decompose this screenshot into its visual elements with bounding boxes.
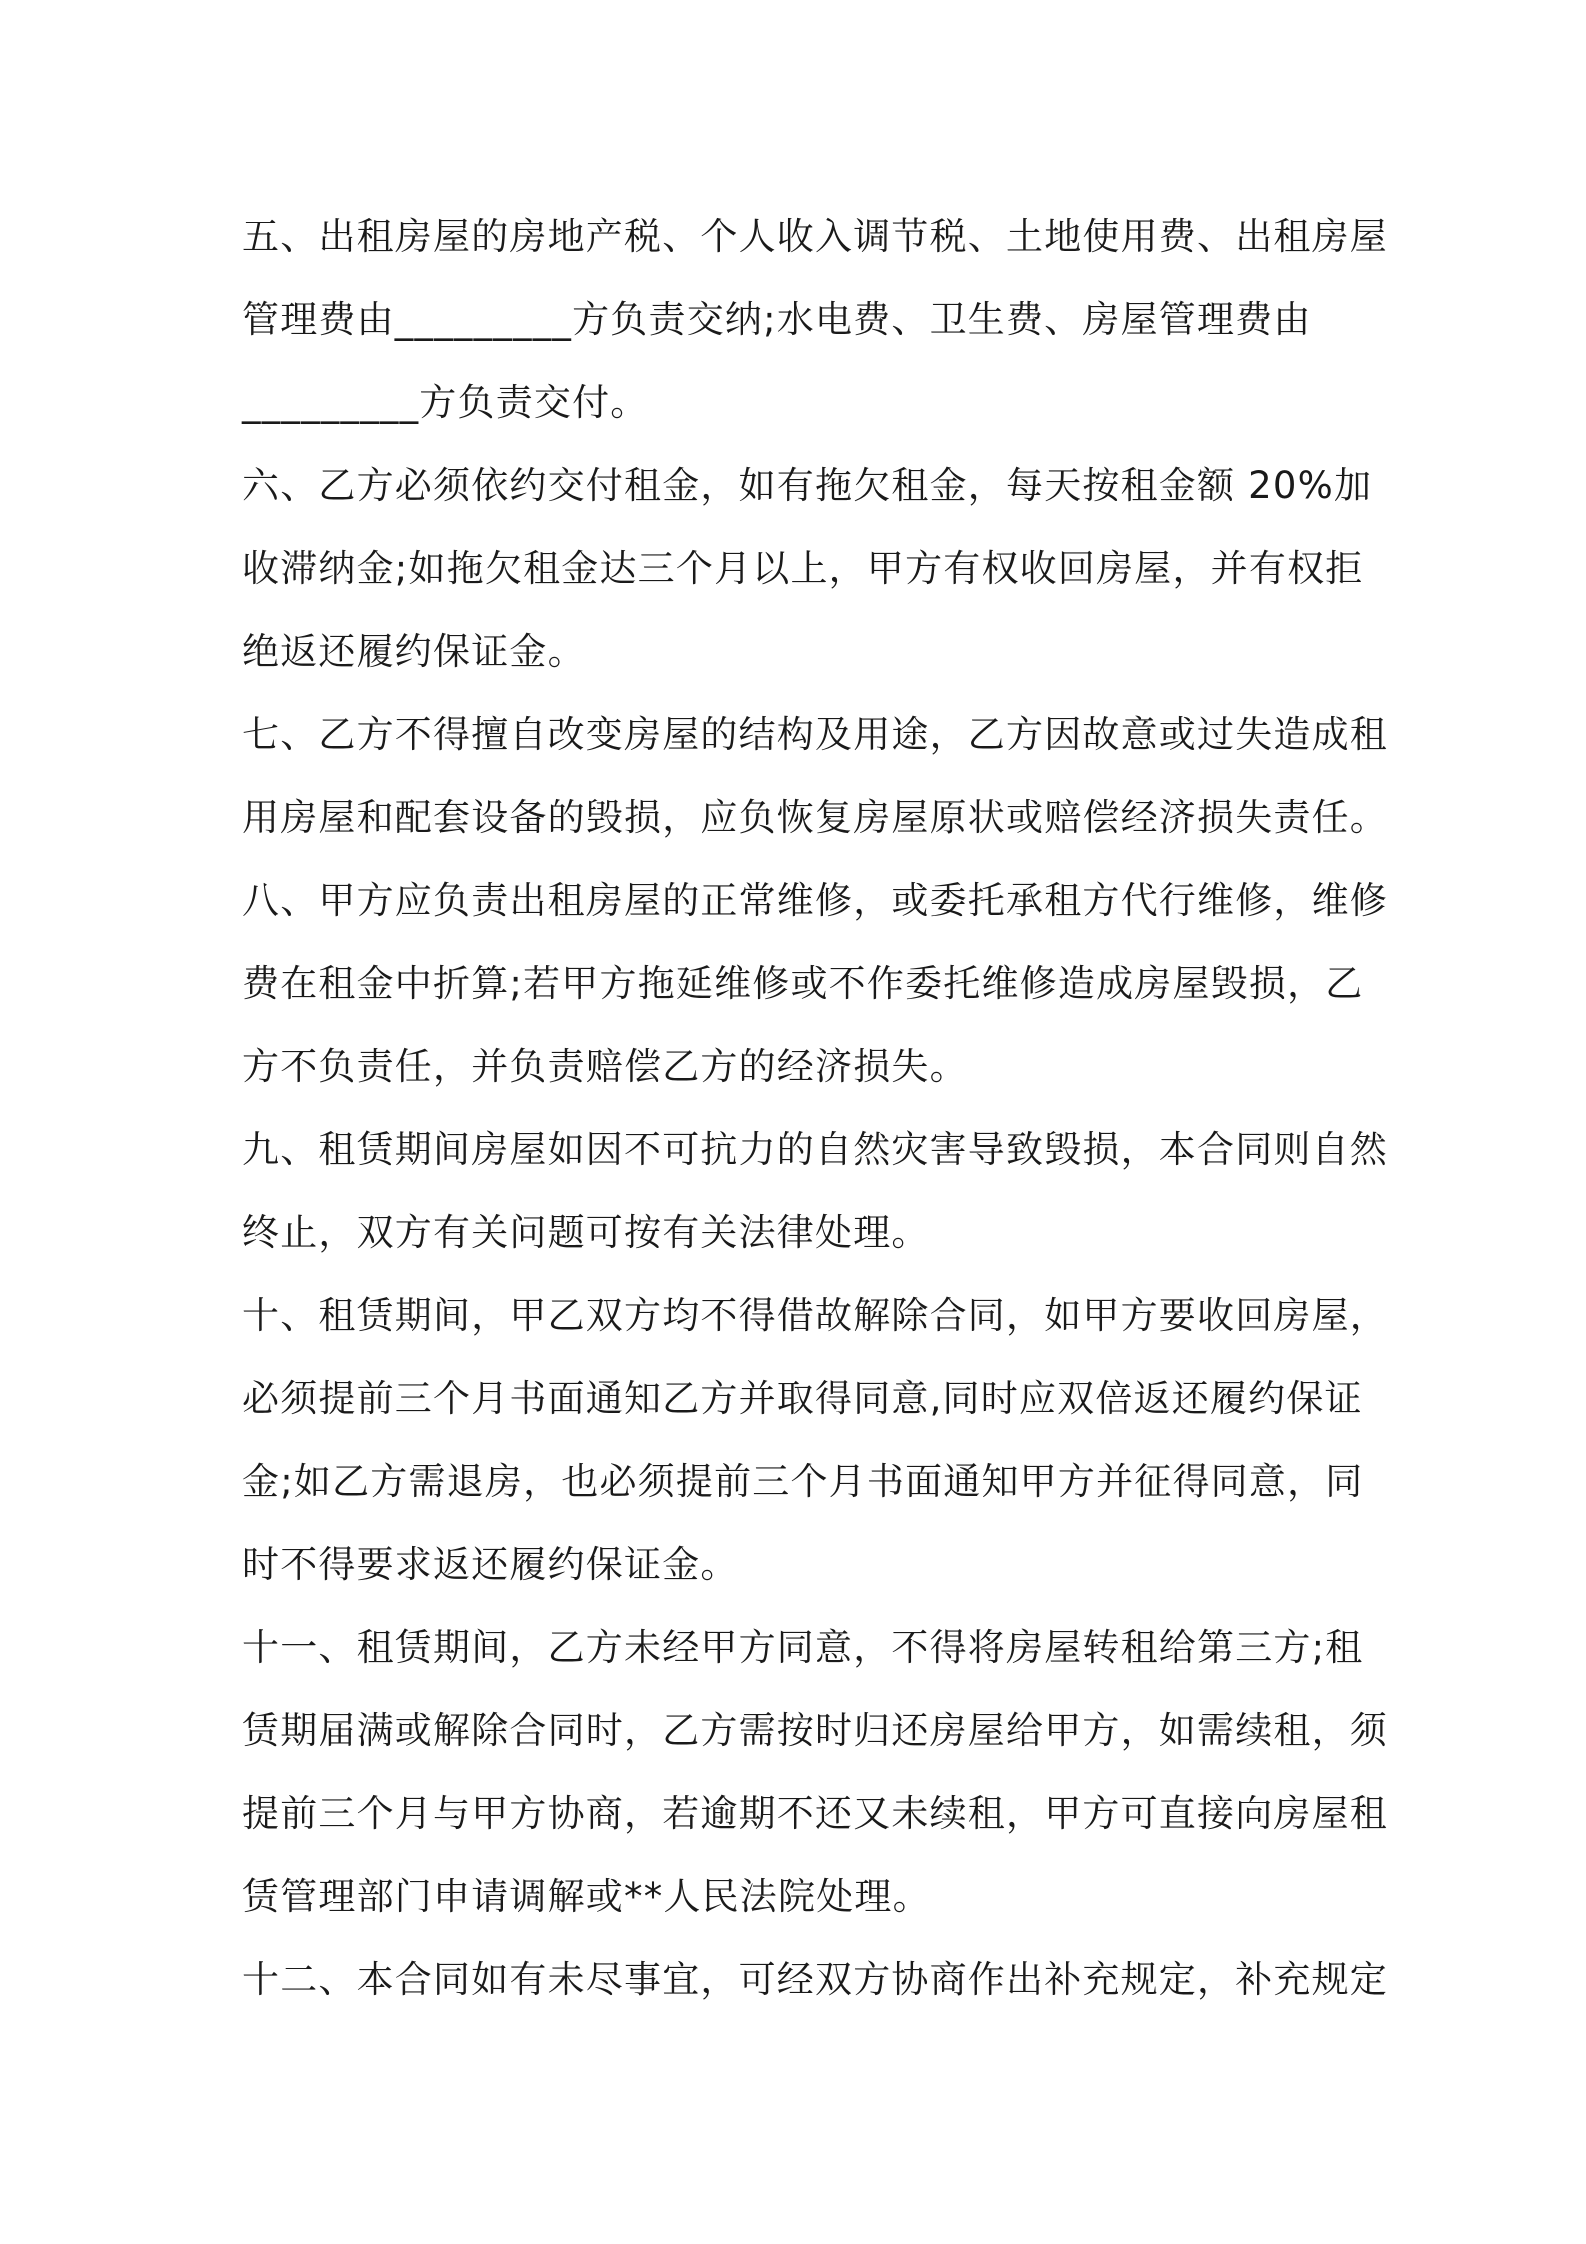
text-line: 终止，双方有关问题可按有关法律处理。 [242, 1211, 930, 1254]
text-line: 八、甲方应负责出租房屋的正常维修，或委托承租方代行维修，维修 [242, 879, 1388, 922]
text-line: 金;如乙方需退房，也必须提前三个月书面通知甲方并征得同意，同 [242, 1460, 1364, 1503]
text-line: 时不得要求返还履约保证金。 [242, 1543, 739, 1586]
text-line: 提前三个月与甲方协商，若逾期不还又未续租，甲方可直接向房屋租 [242, 1792, 1388, 1835]
text-line: 管理费由_________方负责交纳;水电费、卫生费、房屋管理费由 [242, 298, 1312, 341]
text-line: 费在租金中折算;若甲方拖延维修或不作委托维修造成房屋毁损，乙 [242, 962, 1364, 1005]
text-line: 五、出租房屋的房地产税、个人收入调节税、土地使用费、出租房屋 [242, 215, 1388, 258]
text-line: 必须提前三个月书面通知乙方并取得同意,同时应双倍返还履约保证 [242, 1377, 1363, 1420]
text-line: 赁管理部门申请调解或**人民法院处理。 [242, 1875, 931, 1918]
text-line: 绝返还履约保证金。 [242, 630, 586, 673]
text-line: 用房屋和配套设备的毁损，应负恢复房屋原状或赔偿经济损失责任。 [242, 796, 1388, 839]
text-line: 十、租赁期间，甲乙双方均不得借故解除合同，如甲方要收回房屋， [242, 1294, 1388, 1337]
document-body [242, 195, 1388, 2021]
text-line: 赁期届满或解除合同时，乙方需按时归还房屋给甲方，如需续租，须 [242, 1709, 1388, 1752]
text-line: 十二、本合同如有未尽事宜，可经双方协商作出补充规定，补充规定 [242, 1958, 1388, 2001]
text-line: 七、乙方不得擅自改变房屋的结构及用途，乙方因故意或过失造成租 [242, 713, 1388, 756]
text-line: _________方负责交付。 [242, 381, 649, 424]
text-line: 方不负责任，并负责赔偿乙方的经济损失。 [242, 1045, 968, 1088]
text-line: 收滞纳金;如拖欠租金达三个月以上，甲方有权收回房屋，并有权拒 [242, 547, 1364, 590]
text-line: 六、乙方必须依约交付租金，如有拖欠租金，每天按租金额 20%加 [242, 464, 1373, 507]
text-line: 九、租赁期间房屋如因不可抗力的自然灾害导致毁损，本合同则自然 [242, 1128, 1388, 1171]
text-line: 十一、租赁期间，乙方未经甲方同意，不得将房屋转租给第三方;租 [242, 1626, 1364, 1669]
